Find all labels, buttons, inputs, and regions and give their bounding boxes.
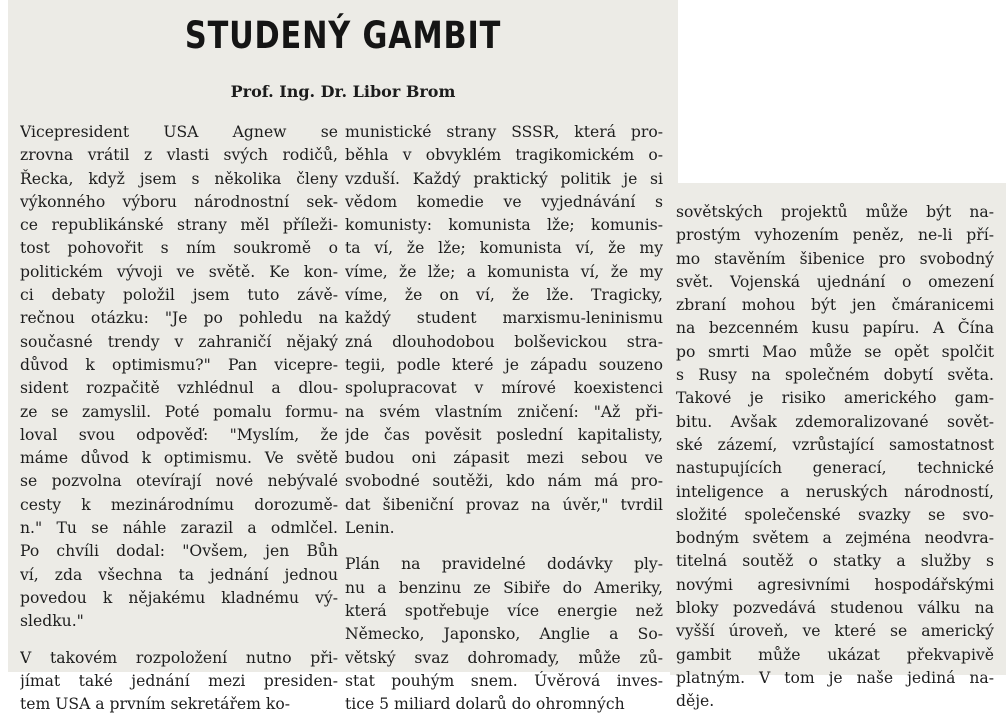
text-line: jímat také jednání mezi presiden-: [20, 671, 338, 690]
text-line: na bezcenném kusu papíru. A Čína: [676, 319, 994, 338]
text-line: ské zázemí, vzrůstající samostatnost: [676, 435, 994, 454]
text-line: tost pohovořit s ním soukromě o: [20, 239, 338, 258]
text-line: výkonného výboru národnostní sek-: [20, 192, 338, 211]
text-line: titelná soutěž o statky a služby s: [676, 552, 994, 571]
text-line: Řecka, když jsem s několika členy: [20, 169, 338, 188]
text-line: Plán na pravidelné dodávky ply-: [345, 555, 663, 574]
text-line: vzduší. Každý praktický politik je si: [345, 169, 663, 188]
text-line: současné trendy v zahraničí nějaký: [20, 332, 338, 351]
text-line: platným. V tom je naše jediná na-: [676, 668, 994, 687]
paragraph-gap: [345, 540, 663, 553]
text-line: n." Tu se náhle zarazil a odmlčel.: [20, 519, 338, 538]
text-line: každý student marxismu-leninismu: [345, 309, 663, 328]
text-line: ce republikánské strany měl příleži-: [20, 216, 338, 235]
text-line: větský svaz dohromady, může zů-: [345, 648, 663, 667]
text-line: mo stavěním šibenice pro svobodný: [676, 249, 994, 268]
text-line: Lenin.: [345, 519, 395, 538]
text-line: povedou k nějakému kladnému vý-: [20, 588, 338, 607]
text-line: zná dlouhodobou bolševickou stra-: [345, 332, 663, 351]
text-line: po smrti Mao může se opět spolčit: [676, 342, 994, 361]
text-line: dat šibeniční provaz na úvěr," tvrdil: [345, 495, 663, 514]
text-line: Vicepresident USA Agnew se: [20, 123, 338, 141]
text-line: která spotřebuje více energie než: [345, 601, 663, 620]
text-line: tice 5 miliard dolarů do ohromných: [345, 695, 625, 714]
text-line: máme důvod k optimismu. Ve světě: [20, 449, 338, 468]
article-byline: Prof. Ing. Dr. Libor Brom: [230, 82, 456, 101]
text-line: sident rozpačitě vzhlédnul a dlou-: [20, 379, 338, 398]
text-line: zrovna vrátil z vlasti svých rodičů,: [20, 146, 338, 165]
text-line: ze se zamyslil. Poté pomalu formu-: [20, 402, 338, 421]
text-line: bitu. Avšak zdemoralizované sovět-: [676, 412, 994, 431]
text-line: se pozvolna otevírají nové nebývalé: [20, 472, 338, 491]
text-line: zbraní mohou být jen čmáranicemi: [676, 296, 994, 315]
text-line: sledku.": [20, 612, 84, 631]
article-column-1: [20, 121, 338, 716]
article-column-2: [345, 121, 663, 716]
text-line: složité společenské svazky se svo-: [676, 505, 994, 524]
text-line: Německo, Japonsko, Anglie a So-: [345, 625, 663, 644]
text-line: ví, zda všechna ta jednání jednou: [20, 565, 338, 584]
text-line: svět. Vojenská ujednání o omezení: [676, 272, 994, 291]
text-line: cesty k mezinárodnímu dorozumě-: [20, 495, 338, 514]
text-line: spolupracovat v mírové koexistenci: [345, 379, 663, 398]
text-line: komunisty: komunista lže; komunis-: [345, 216, 663, 235]
text-line: důvod k optimismu?" Pan vicepre-: [20, 355, 338, 374]
text-line: děje.: [676, 692, 715, 711]
text-line: prostým vyhozením peněz, ne-li pří-: [676, 226, 994, 245]
text-line: vědom komedie ve vyjednávání s: [345, 192, 663, 211]
text-line: sovětských projektů může být na-: [676, 203, 994, 221]
text-line: bodným světem a zejména neodvra-: [676, 529, 994, 548]
paragraph-gap: [20, 634, 338, 647]
text-line: jde čas pověsit poslední kapitalisty,: [345, 425, 663, 444]
text-line: budou oni zápasit mezi sebou ve: [345, 449, 663, 468]
text-line: rečnou otázku: "Je po pohledu na: [20, 309, 338, 328]
text-line: Po chvíli dodal: "Ovšem, jen Bůh: [20, 542, 338, 561]
text-line: bloky pozvedává studenou válku na: [676, 599, 994, 618]
text-line: tegii, podle které je západu souzeno: [345, 355, 663, 374]
text-line: novými agresivními hospodářskými: [676, 575, 994, 594]
text-line: munistické strany SSSR, která pro-: [345, 123, 663, 141]
text-line: Takové je risiko amerického gam-: [676, 389, 994, 408]
text-line: V takovém rozpoložení nutno při-: [20, 648, 338, 667]
article-title: STUDENÝ GAMBIT: [184, 14, 502, 57]
text-line: s Rusy na společném dobytí světa.: [676, 366, 994, 385]
text-line: nu a benzinu ze Sibiře do Ameriky,: [345, 578, 663, 597]
text-line: tem USA a prvním sekretářem ko-: [20, 695, 291, 714]
text-line: loval svou odpověď: "Myslím, že: [20, 425, 338, 444]
text-line: víme, že on ví, že lže. Tragicky,: [345, 286, 663, 305]
text-line: politickém vývoji ve světě. Ke kon-: [20, 262, 338, 281]
text-line: běhla v obvyklém tragikomickém o-: [345, 146, 663, 165]
text-line: nastupujících generací, technické: [676, 459, 994, 478]
text-line: víme, že lže; a komunista ví, že my: [345, 262, 663, 281]
text-line: na svém vlastním zničení: "Až při-: [345, 402, 663, 421]
text-line: svobodné soutěži, kdo nám má pro-: [345, 472, 663, 491]
article-column-3: [676, 201, 994, 714]
text-line: inteligence a neruských národností,: [676, 482, 994, 501]
text-line: ci debaty položil jsem tuto závě-: [20, 286, 338, 305]
text-line: stat pouhým snem. Úvěrová inves-: [345, 671, 663, 690]
text-line: gambit může ukázat překvapivě: [676, 645, 994, 664]
text-line: vyšší úroveň, ve které se americký: [676, 622, 994, 641]
text-line: ta ví, že lže; komunista ví, že my: [345, 239, 663, 258]
